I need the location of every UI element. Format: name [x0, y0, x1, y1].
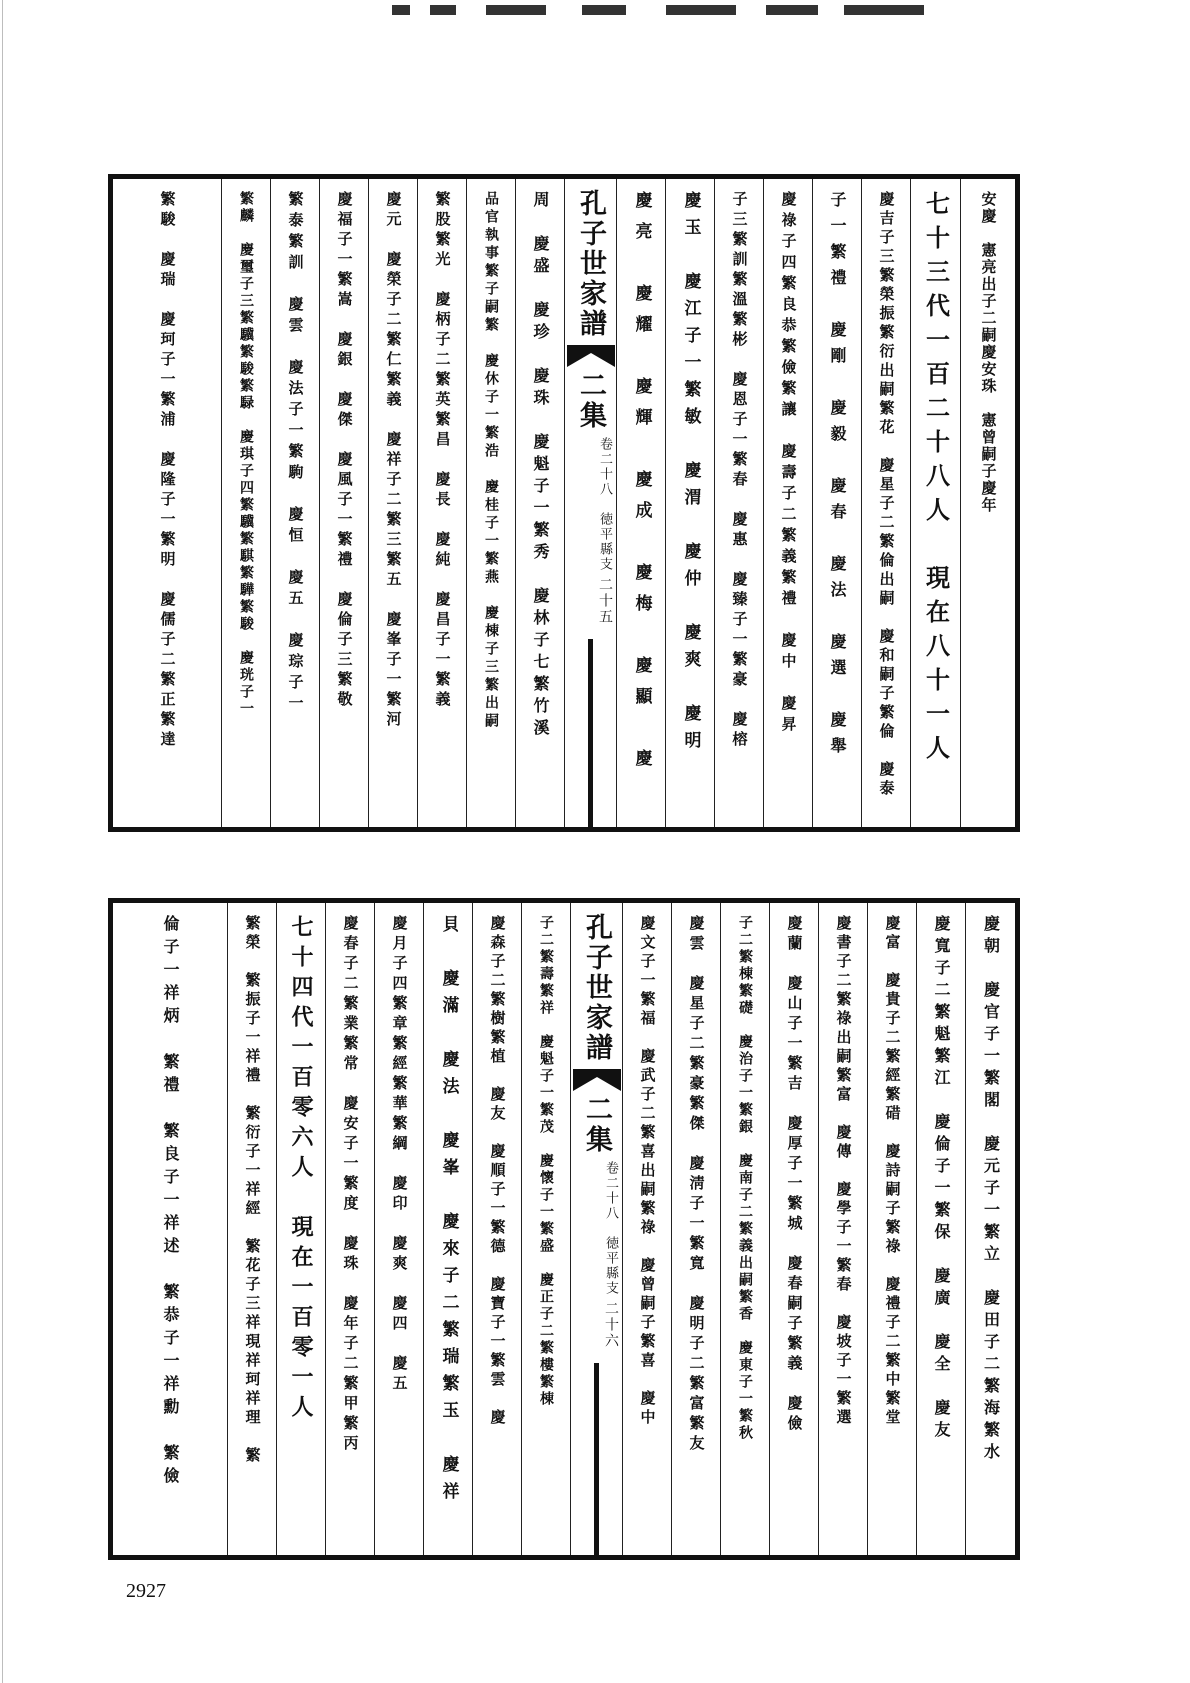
entry-column: 貝 慶滿 慶法 慶峯 慶來子二繁瑞繁玉 慶祥	[423, 903, 472, 1555]
entry-column: 繁股繁光 慶柄子二繁英繁昌 慶長 慶純 慶昌子一繁義	[417, 179, 466, 827]
entry-column: 繁泰繁訓 慶雲 慶法子一繁駒 慶恒 慶五 慶琮子一	[270, 179, 319, 827]
entry-column: 慶春子二繁業繁常 慶安子一繁度 慶珠 慶年子二繁甲繁丙	[325, 903, 374, 1555]
genealogy-page-top	[108, 174, 1020, 832]
entry-column: 慶蘭 慶山子一繁吉 慶厚子一繁城 慶春嗣子繁義 慶儉	[769, 903, 818, 1555]
entry-column: 慶富 慶貴子二繁經繁碏 慶詩嗣子繁祿 慶禮子二繁中繁堂	[867, 903, 916, 1555]
fishtail-mark-icon	[567, 345, 615, 367]
entry-column: 倫子一祥炳 繁禮 繁良子一祥述 繁恭子一祥勳 繁儉	[161, 915, 180, 1490]
book-title: 孔子世家譜	[575, 189, 606, 339]
entry-column: 周 慶盛 慶珍 慶珠 慶魁子一繁秀 慶林子七繁竹溪	[515, 179, 564, 827]
entry-column: 慶寬子二繁魁繁江 慶倫子一繁保 慶廣 慶全 慶友	[916, 903, 965, 1555]
entry-column: 繁榮 繁振子一祥禮 繁衍子一祥經 繁花子三祥現祥珂祥理 繁	[227, 903, 276, 1555]
entry-column: 慶祿子四繁良恭繁儉繁讓 慶壽子二繁義繁禮 慶中 慶昇	[763, 179, 812, 827]
entry-column: 慶玉 慶江子一繁敏 慶渭 慶仲 慶爽 慶明	[665, 179, 714, 827]
fishtail-mark-icon	[573, 1069, 621, 1091]
entry-column: 慶文子一繁福 慶武子二繁喜出嗣繁祿 慶曾嗣子繁喜 慶中	[622, 903, 671, 1555]
folio-number: 二十五	[597, 577, 613, 625]
entry-column: 子二繁壽繁祥 慶魁子一繁茂 慶懷子一繁盛 慶正子二繁樓繁棟	[521, 903, 570, 1555]
entry-column: 繁麟 慶璽子三繁驥繁駿繁騄 慶琪子四繁驥繁騏繁驊繁駿 慶珖子一	[221, 179, 270, 827]
generation-heading: 七十三代一百二十八人 現在八十一人	[910, 179, 960, 827]
entry-column: 安慶 憲亮出子二嗣慶安珠 憲曾嗣子慶年	[960, 179, 1015, 827]
center-fold	[570, 903, 622, 1555]
genealogy-page-bottom	[108, 898, 1020, 1560]
entry-column: 品官執事繁子嗣繁 慶休子一繁浩 慶桂子一繁燕 慶棟子三繁出嗣	[466, 179, 515, 827]
entry-column: 慶元 慶榮子二繁仁繁義 慶祥子二繁三繁五 慶峯子一繁河	[368, 179, 417, 827]
folio-number: 二十六	[603, 1301, 619, 1349]
entry-column: 子一繁禮 慶剛 慶毅 慶春 慶法 慶選 慶舉	[812, 179, 861, 827]
entry-column: 慶森子二繁樹繁植 慶友 慶順子一繁德 慶寶子一繁雲 慶	[472, 903, 521, 1555]
generation-heading: 七十四代一百零六人 現在一百零一人	[276, 903, 325, 1555]
entry-column: 子二繁棟繁礎 慶治子一繁銀 慶南子二繁義出嗣繁香 慶東子一繁秋	[720, 903, 769, 1555]
top-bleed-through	[392, 0, 952, 16]
fold-bar	[594, 1363, 599, 1555]
entry-column: 繁駿 慶瑞 慶珂子一繁浦 慶隆子一繁明 慶儒子二繁正繁達	[158, 191, 177, 751]
entry-column: 慶雲 慶星子二繁豪繁傑 慶淸子一繁寬 慶明子二繁富繁友	[671, 903, 720, 1555]
entry-column: 慶月子四繁章繁經繁華繁綱 慶印 慶爽 慶四 慶五	[374, 903, 423, 1555]
entry-column: 子三繁訓繁溫繁彬 慶恩子一繁春 慶惠 慶臻子一繁豪 慶榕	[714, 179, 763, 827]
entry-column: 慶亮 慶耀 慶輝 慶成 慶梅 慶顯 慶	[616, 179, 665, 827]
collection-label: 二集	[581, 1095, 612, 1155]
center-fold	[564, 179, 616, 827]
volume-label: 卷二十八 徳平縣支	[597, 437, 612, 572]
entry-column: 慶書子二繁祿出嗣繁富 慶傳 慶學子一繁春 慶坡子一繁選	[818, 903, 867, 1555]
page-edge-line	[2, 0, 3, 1683]
fold-bar	[588, 639, 593, 827]
entry-column: 慶吉子三繁榮振繁衍出嗣繁花 慶星子二繁倫出嗣 慶和嗣子繁倫 慶泰	[861, 179, 910, 827]
collection-label: 二集	[575, 371, 606, 431]
volume-label: 卷二十八 徳平縣支	[603, 1161, 618, 1296]
page-number: 2927	[126, 1580, 166, 1602]
book-title: 孔子世家譜	[581, 913, 612, 1063]
entry-column: 慶福子一繁嵩 慶銀 慶傑 慶風子一繁禮 慶倫子三繁敬	[319, 179, 368, 827]
entry-column: 慶朝 慶官子一繁閣 慶元子一繁立 慶田子二繁海繁水	[965, 903, 1015, 1555]
